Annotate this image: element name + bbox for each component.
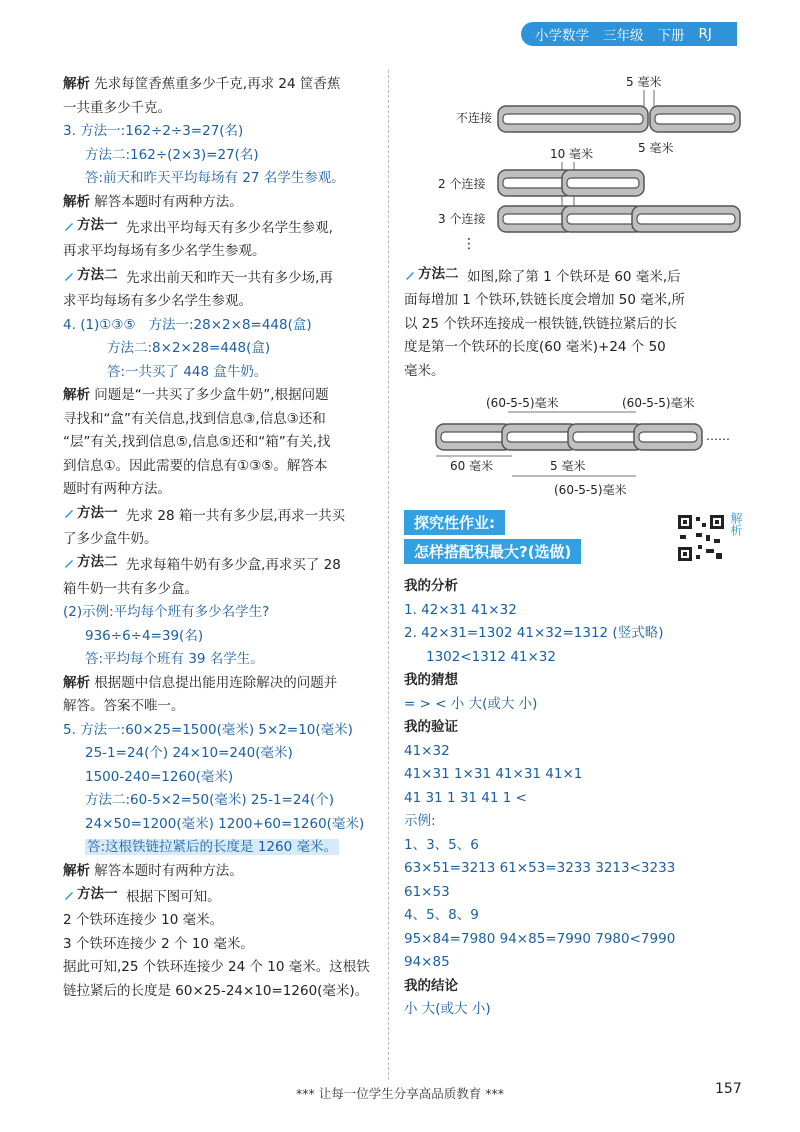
d2-label-2: 2 个连接 <box>438 177 486 191</box>
d2-label-3: 3 个连接 <box>438 212 486 226</box>
explore-title: 探究性作业: 怎样搭配积最大?(选做) <box>404 508 674 566</box>
footer-slogan: *** 让每一位学生分享高品质教育 *** <box>296 1086 504 1101</box>
column-divider <box>388 70 389 1080</box>
d2-dots: ⋮ <box>462 236 476 250</box>
left-column: 解析 先求每筐香蕉重多少千克,再求 24 筐香蕉 一共重多少千克。 3. 方法一:162÷2÷3=27(名) 方法二:162÷(2×3)=27(名) 答:前天和昨天平均每场有 27 名学生参观。 解析 解答本题时有两种方法。 方法一 先求出平均每天有多少名学生参观, 再求平均每场有多少名学生参观。 方法二 先求出前天和昨天一共有多少场,再 求平均每场有多少名学生参观。 4. (1)①③⑤ 方法一:28×2×8=448(盒) 方法二:8×2×28=448(盒) 答:一共买了 448 盒牛奶。 解析 问题是“一共买了多少盒牛奶”,根据问题 寻找和“盒”有关信息,找到信息③,信息③还和 “层”有关,找到信息⑤,信息⑤还和“箱”有关,找 到信息①。因此需要的信息有①③⑤。解答本 题时有两种方法。 方法一 先求 28 箱一共有多少层,再求一共买 了多少盒牛奶。 方法二 先求每箱牛奶有多少盒,再求买了 28 箱牛奶一共有多少盒。 (2)示例:平均每个班有多少名学生? 936÷6÷4=39(名) 答:平均每个班有 39 名学生。 解析 根据题中信息提出能用连除解决的问题并 解答。答案不唯一。 5. 方法一:60×25=1500(毫米) 5×2=10(毫米) 25-1=24(个) 24×10=240(毫米) 1500-240=1260(毫米) 方法二:60-5×2=50(毫米) 25-1=24(个) 24×50=1200(毫米) 1200+60=1260(毫米) 答:这根铁链拉紧后的长度是 1260 毫米。 解析 解答本题时有两种方法。 方法一 根据下图可知。 2 个铁环连接少 10 毫米。 3 个铁环连接少 2 个 10 毫米。 据此可知,25 个铁环连接少 24 个 10 毫米。这根铁 链拉紧后的长度是 60×25-24×10=1260(毫米)。 <box>63 73 373 1003</box>
page-number: 157 <box>715 1081 742 1097</box>
chain-diagram-2 <box>404 390 744 502</box>
q5-m1-explain: 方法一 根据下图可知。 <box>63 883 373 909</box>
header-grade: 三年级 <box>603 28 644 44</box>
header-term: 下册 <box>657 28 685 44</box>
q4-m2-explain: 方法二 先求每箱牛奶有多少盒,再求买了 28 <box>63 551 373 577</box>
chain-diagram-1 <box>404 70 744 250</box>
qr-label: 解析 <box>729 512 743 536</box>
d1-5mm-bottom: 5 毫米 <box>638 141 674 155</box>
qr-code-icon[interactable] <box>676 513 726 563</box>
header-edition: RJ <box>698 26 712 42</box>
pencil-icon <box>404 269 416 281</box>
svg-text:5 毫米: 5 毫米 <box>550 459 586 473</box>
q4-2-analysis: 解析 根据题中信息提出能用连除解决的问题并 <box>63 674 338 691</box>
q3-method1: 3. 方法一:162÷2÷3=27(名) <box>63 123 244 139</box>
conclusion-answer: 小 大(或大 小) <box>404 1001 491 1017</box>
q5-answer: 答:这根铁链拉紧后的长度是 1260 毫米。 <box>87 839 337 855</box>
svg-text:……: …… <box>706 429 730 443</box>
q3-method2: 方法二:162÷(2×3)=27(名) <box>85 146 259 163</box>
d1-5mm-top: 5 毫米 <box>626 75 662 89</box>
pencil-icon <box>63 270 75 282</box>
pencil-icon <box>63 557 75 569</box>
svg-text:60 毫米: 60 毫米 <box>450 459 494 473</box>
q3-m2-explain: 方法二 先求出前天和昨天一共有多少场,再 <box>63 264 373 290</box>
q3-m1-explain: 方法一 先求出平均每天有多少名学生参观, <box>63 214 373 240</box>
page-header <box>521 22 737 46</box>
svg-text:(60-5-5)毫米: (60-5-5)毫米 <box>622 396 695 410</box>
q3-answer: 答:前天和昨天平均每场有 27 名学生参观。 <box>85 170 345 186</box>
explore-answers: 我的分析 1. 42×31 41×32 2. 42×31=1302 41×32=1312 (竖式略) 1302<1312 41×32 我的猜想 = > < 小 大(或大 小) 我的验证 41×32 41×31 1×31 41×31 41×1 41 31 1 31 41 1 < 示例: 1、3、5、6 63×51=3213 61×53=3233 3213<3233 61×53 4、5、8、9 95×84=7980 94×85=7990 7980<7990 94×85 我的结论 小 大(或大 小) <box>404 575 744 1022</box>
pencil-icon <box>63 507 75 519</box>
q4-analysis: 解析 问题是“一共买了多少盒牛奶”,根据问题 <box>63 387 329 403</box>
svg-text:(60-5-5)毫米: (60-5-5)毫米 <box>554 483 627 497</box>
q4-part1: 4. (1)①③⑤ 方法一:28×2×8=448(盒) <box>63 316 312 333</box>
q4-part2: (2)示例:平均每个班有多少名学生? <box>63 604 270 620</box>
verify-title: 我的验证 <box>404 719 458 735</box>
conclusion-title: 我的结论 <box>404 977 458 994</box>
d1-label: 不连接 <box>456 111 493 125</box>
q5-analysis: 解析 解答本题时有两种方法。 <box>63 862 243 879</box>
guess-answer: = > < 小 大(或大 小) <box>404 695 538 712</box>
analysis-title: 我的分析 <box>404 578 458 594</box>
q4-m1-explain: 方法一 先求 28 箱一共有多少层,再求一共买 <box>63 502 373 528</box>
pencil-icon <box>63 220 75 232</box>
pencil-icon <box>63 889 75 901</box>
guess-title: 我的猜想 <box>404 672 458 688</box>
q5-line1: 5. 方法一:60×25=1500(毫米) 5×2=10(毫米) <box>63 721 353 738</box>
d2-10mm: 10 毫米 <box>550 147 594 161</box>
q3-analysis: 解析 解答本题时有两种方法。 <box>63 193 243 210</box>
svg-text:(60-5-5)毫米: (60-5-5)毫米 <box>486 396 559 410</box>
m2-explain-block: 方法二 如图,除了第 1 个铁环是 60 毫米,后 面每增加 1 个铁环,铁链长度会增加 50 毫米,所 以 25 个铁环连接成一根铁链,铁链拉紧后的长 度是第一个铁环的长度(60 毫米)+24 个 50 毫米。 <box>404 266 686 379</box>
header-subject: 小学数学 <box>535 28 589 44</box>
analysis-line: 解析 先求每筐香蕉重多少千克,再求 24 筐香蕉 <box>63 76 341 92</box>
